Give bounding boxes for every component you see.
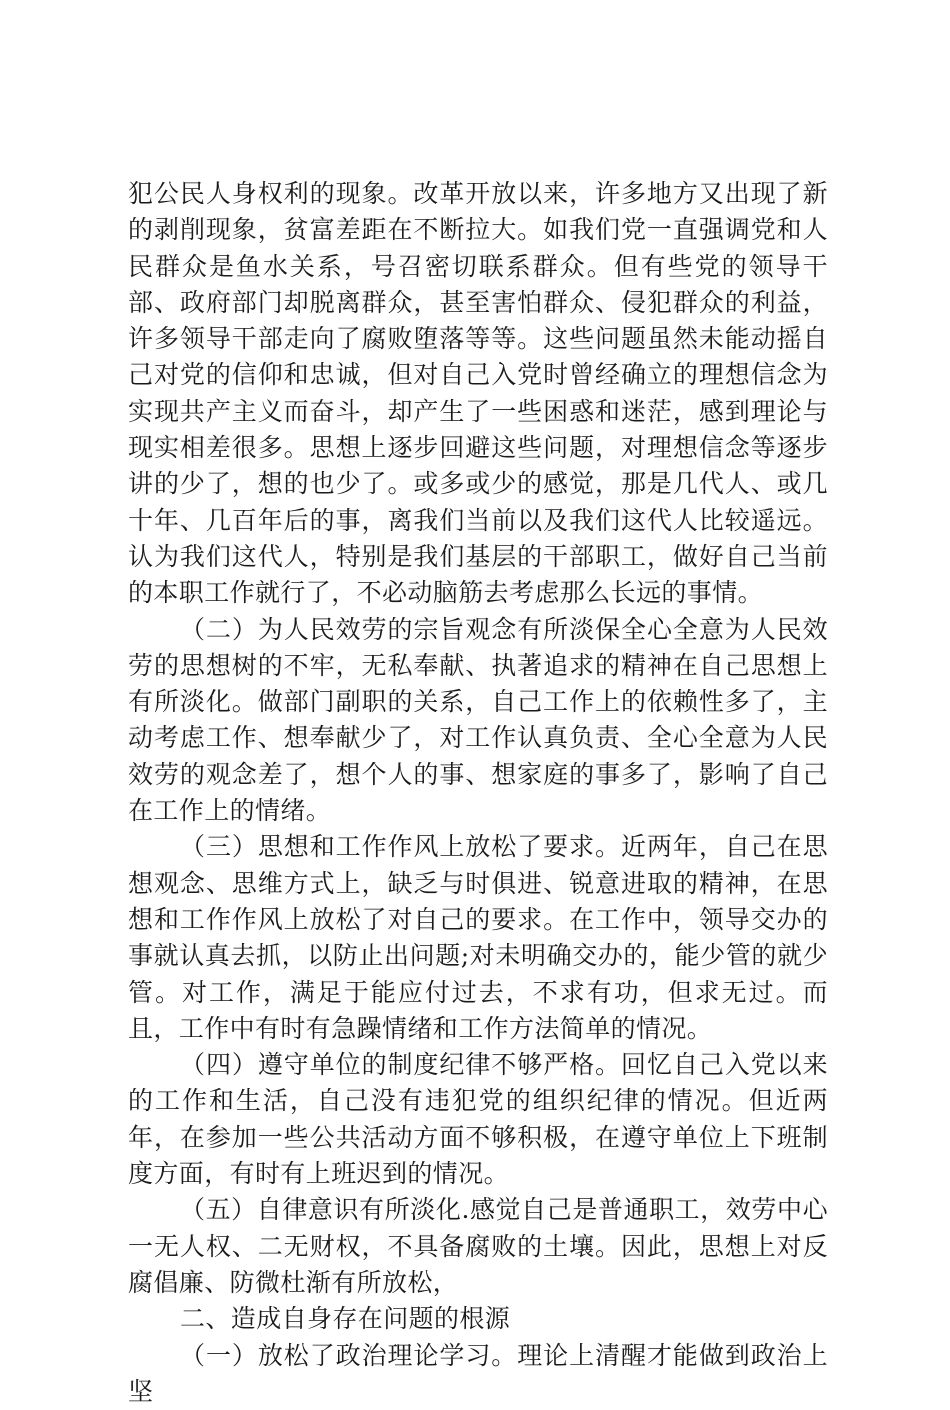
- paragraph-continuation: 犯公民人身权利的现象。改革开放以来，许多地方又出现了新的剥削现象，贫富差距在不断拉大。如我们党一直强调党和人民群众是鱼水关系，号召密切联系群众。但有些党的领导干部、政府部门却脱离群众，甚至害怕群众、侵犯群众的利益，许多领导干部走向了腐败堕落等等。这些问题虽然未能动摇自己对党的信仰和忠诚，但对自己入党时曾经确立的理想信念为实现共产主义而奋斗，却产生了一些困惑和迷茫，感到理论与现实相差很多。思想上逐步回避这些问题，对理想信念等逐步讲的少了，想的也少了。或多或少的感觉，那是几代人、或几十年、几百年后的事，离我们当前以及我们这代人比较遥远。认为我们这代人，特别是我们基层的干部职工，做好自己当前的本职工作就行了，不必动脑筋去考虑那么长远的事情。: [128, 176, 828, 612]
- paragraph-cause-1: （一）放松了政治理论学习。理论上清醒才能做到政治上坚: [128, 1338, 828, 1410]
- document-body: [128, 176, 828, 1410]
- paragraph-section-4: （四）遵守单位的制度纪律不够严格。回忆自己入党以来的工作和生活，自己没有违犯党的组织纪律的情况。但近两年，在参加一些公共活动方面不够积极，在遵守单位上下班制度方面，有时有上班迟到的情况。: [128, 1047, 828, 1192]
- paragraph-section-2: （二）为人民效劳的宗旨观念有所淡保全心全意为人民效劳的思想树的不牢，无私奉献、执著追求的精神在自己思想上有所淡化。做部门副职的关系，自己工作上的依赖性多了，主动考虑工作、想奉献少了，对工作认真负责、全心全意为人民效劳的观念差了，想个人的事、想家庭的事多了，影响了自己在工作上的情绪。: [128, 612, 828, 830]
- paragraph-section-5: （五）自律意识有所淡化.感觉自己是普通职工，效劳中心一无人权、二无财权，不具备腐败的土壤。因此，思想上对反腐倡廉、防微杜渐有所放松，: [128, 1192, 828, 1301]
- paragraph-section-3: （三）思想和工作作风上放松了要求。近两年，自己在思想观念、思维方式上，缺乏与时俱进、锐意进取的精神，在思想和工作作风上放松了对自己的要求。在工作中，领导交办的事就认真去抓，以防止出问题;对未明确交办的，能少管的就少管。对工作，满足于能应付过去，不求有功，但求无过。而且，工作中有时有急躁情绪和工作方法简单的情况。: [128, 829, 828, 1047]
- heading-root-causes: 二、造成自身存在问题的根源: [128, 1301, 828, 1337]
